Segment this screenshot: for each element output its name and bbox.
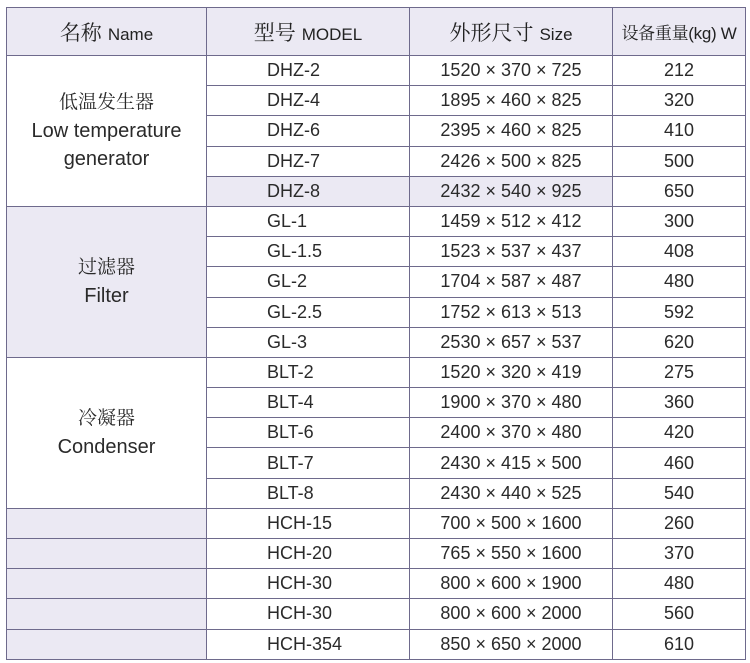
empty-name-cell [7,599,207,629]
weight-cell: 410 [613,116,746,146]
table-row [7,357,746,387]
group-generator-cn: 低温发生器 [58,91,154,113]
size-cell: 1520 × 370 × 725 [410,56,613,86]
table-row [7,56,746,86]
header-size-cn: 外形尺寸 [449,21,534,45]
weight-cell: 480 [613,267,746,297]
model-cell: BLT-4 [207,388,410,418]
size-cell: 800 × 600 × 1900 [410,569,613,599]
size-cell: 1900 × 370 × 480 [410,388,613,418]
model-cell: DHZ-8 [207,176,410,206]
size-cell: 850 × 650 × 2000 [410,629,613,659]
empty-name-cell [7,569,207,599]
empty-name-cell [7,539,207,569]
model-cell: GL-2 [207,267,410,297]
size-cell: 1459 × 512 × 412 [410,206,613,236]
weight-cell: 500 [613,146,746,176]
table-row [7,206,746,236]
size-cell: 2400 × 370 × 480 [410,418,613,448]
weight-cell: 650 [613,176,746,206]
model-cell: DHZ-4 [207,86,410,116]
model-cell: DHZ-2 [207,56,410,86]
size-cell: 1895 × 460 × 825 [410,86,613,116]
model-cell: HCH-15 [207,508,410,538]
model-cell: BLT-7 [207,448,410,478]
weight-cell: 610 [613,629,746,659]
header-name-cn: 名称 [59,21,102,45]
group-condenser-cn: 冷凝器 [77,407,135,429]
spec-table [6,7,746,660]
weight-cell: 620 [613,327,746,357]
weight-cell: 560 [613,599,746,629]
size-cell: 1752 × 613 × 513 [410,297,613,327]
size-cell: 2426 × 500 × 825 [410,146,613,176]
weight-cell: 480 [613,569,746,599]
weight-cell: 460 [613,448,746,478]
group-condenser-en: Condenser [57,435,156,458]
table-row [7,539,746,569]
weight-cell: 260 [613,508,746,538]
size-cell: 800 × 600 × 2000 [410,599,613,629]
weight-cell: 275 [613,357,746,387]
model-cell: HCH-30 [207,569,410,599]
group-condenser [7,357,207,508]
group-filter-cn: 过滤器 [77,256,135,278]
empty-name-cell [7,508,207,538]
size-cell: 1704 × 587 × 487 [410,267,613,297]
table-row [7,508,746,538]
weight-cell: 420 [613,418,746,448]
model-cell: GL-2.5 [207,297,410,327]
table-row [7,629,746,659]
header-size-en: Size [539,24,573,44]
weight-cell: 360 [613,388,746,418]
empty-name-cell [7,629,207,659]
model-cell: DHZ-7 [207,146,410,176]
size-cell: 2395 × 460 × 825 [410,116,613,146]
header-model-en: MODEL [301,24,363,44]
weight-cell: 370 [613,539,746,569]
weight-cell: 540 [613,478,746,508]
weight-cell: 320 [613,86,746,116]
group-generator-en-1: Low temperature [31,119,182,142]
weight-cell: 212 [613,56,746,86]
header-model [207,8,410,56]
table-header [7,8,746,56]
size-cell: 1523 × 537 × 437 [410,237,613,267]
table-row [7,569,746,599]
weight-cell: 300 [613,206,746,236]
header-name-en: Name [107,24,154,44]
header-model-cn: 型号 [253,21,296,45]
model-cell: BLT-8 [207,478,410,508]
weight-cell: 592 [613,297,746,327]
model-cell: HCH-354 [207,629,410,659]
model-cell: HCH-20 [207,539,410,569]
size-cell: 1520 × 320 × 419 [410,357,613,387]
size-cell: 2432 × 540 × 925 [410,176,613,206]
header-name [7,8,207,56]
group-generator-en-2: generator [63,147,150,170]
size-cell: 2430 × 415 × 500 [410,448,613,478]
model-cell: GL-1 [207,206,410,236]
model-cell: GL-1.5 [207,237,410,267]
group-generator [7,56,207,207]
size-cell: 2530 × 657 × 537 [410,327,613,357]
header-weight: 设备重量(kg) W [613,8,746,56]
model-cell: HCH-30 [207,599,410,629]
table-row [7,599,746,629]
size-cell: 765 × 550 × 1600 [410,539,613,569]
group-filter [7,206,207,357]
size-cell: 700 × 500 × 1600 [410,508,613,538]
header-size [410,8,613,56]
model-cell: BLT-2 [207,357,410,387]
group-filter-en: Filter [84,284,129,307]
weight-cell: 408 [613,237,746,267]
model-cell: GL-3 [207,327,410,357]
model-cell: DHZ-6 [207,116,410,146]
size-cell: 2430 × 440 × 525 [410,478,613,508]
model-cell: BLT-6 [207,418,410,448]
